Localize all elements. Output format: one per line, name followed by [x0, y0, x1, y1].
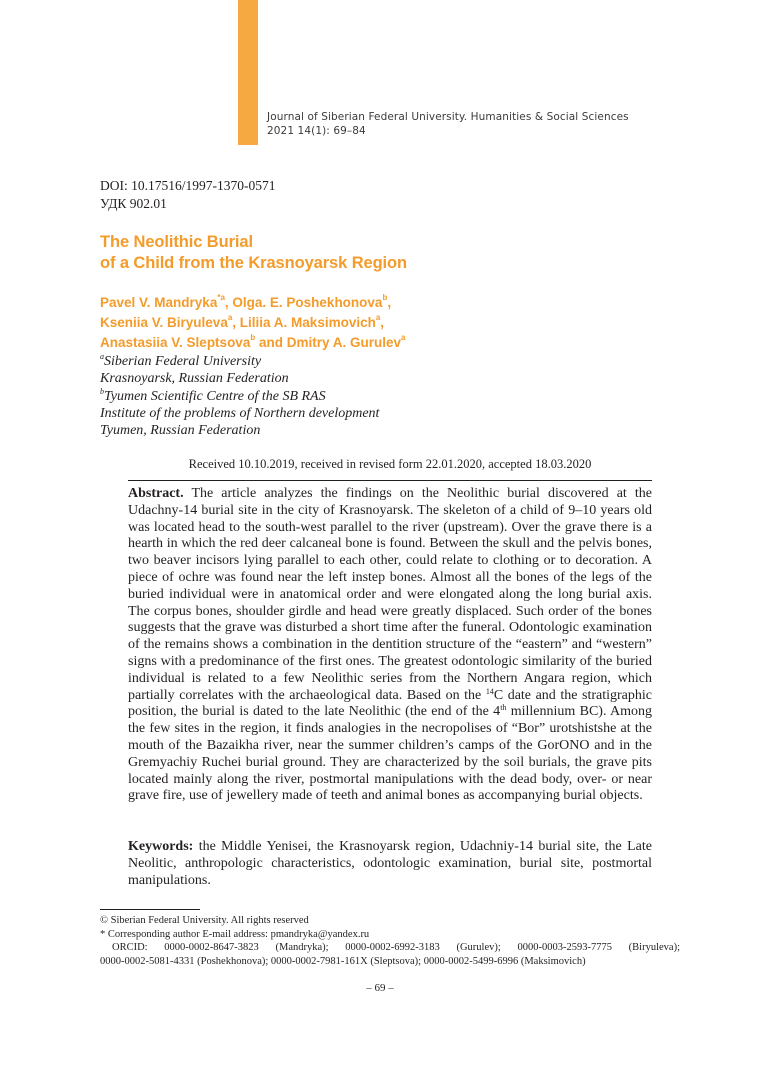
affiliation-b	[100, 388, 379, 405]
author-list	[100, 293, 406, 353]
author-affiliation-mark: a	[401, 333, 406, 342]
abstract-text: C date and the stratigraphic position, the burial is dated to the late Neolithic (the end of the 4	[128, 687, 652, 720]
footnotes	[100, 914, 680, 968]
affiliation-b-institute: Institute of the problems of Northern development	[100, 405, 380, 421]
author-affiliation-mark: b	[382, 293, 388, 302]
author-affiliation-mark: a	[375, 313, 381, 322]
doi: DOI: 10.17516/1997-1370-0571	[100, 178, 276, 193]
abstract-label: Abstract.	[128, 486, 184, 501]
keywords-text: the Middle Yenisei, the Krasnoyarsk region, Udachniy-14 burial site, the Late Neolitic, anthropologic characteristics, odontologic examination, burial site, postmortal manipulations.	[128, 839, 652, 888]
journal-issue: 2021 14(1): 69–84	[267, 125, 366, 137]
isotope-superscript: 14	[485, 686, 494, 696]
article-title	[100, 232, 407, 274]
title-line-1: The Neolithic Burial	[100, 233, 253, 251]
abstract-text: The article analyzes the findings on the Neolithic burial discovered at the Udachny-14 burial site in the city of Krasnoyarsk. The skeleton of a child of 9–10 years old was located head to the south-west parallel to the river (upstream). Over the grave there is a hearth in which the red deer calcaneal bone is found. Between the skull and the pelvis bones, two beaver incisors lying parallel to each other, could relate to clothing or to decoration. A piece of ochre was found near the left instep bones. Almost all the bones of the legs of the buried individual were in anatomical order and were elongated along the long burial axis. The corpus bones, shoulder girdle and head were greatly displaced. Such order of the bones suggests that the grave was disturbed a short time after the funeral. Odontologic examination of the remains shows a combination in the dentition structure of the “eastern” and “western” signs with a predominance of the first ones. The greatest odontologic similarity of the buried individual is related to a few Neolithic series from the Northern Angara region, which partially correlates with the archaeological data. Based on the	[128, 486, 652, 703]
affiliation-name: Tyumen Scientific Centre of the SB RAS	[104, 388, 326, 404]
orcid-line: 0000-0002-5081-4331 (Poshekhonova); 0000-0002-7981-161X (Sleptsova); 0000-0002-5499-6996 (Maksimovich)	[100, 955, 586, 967]
keywords-label: Keywords:	[128, 839, 194, 854]
journal-accent-bar	[238, 0, 258, 145]
author-name: Kseniia V. Biryuleva	[100, 315, 228, 330]
author-line-3	[100, 333, 406, 353]
author-name: Liliia A. Maksimovich	[239, 315, 376, 330]
affiliation-mark: a	[100, 352, 104, 361]
affiliations	[100, 353, 379, 439]
author-name: Dmitry A. Gurulev	[286, 335, 402, 350]
received-dates: Received 10.10.2019, received in revised form 22.01.2020, accepted 18.03.2020	[188, 457, 592, 471]
abstract-text: millennium BC). Among the few sites in the region, it finds analogies in the necropolises of “Bor” urotshistshe at the mouth of the Bazaikha river, near the summer children’s camps of the GorONO and in the Gremyachiy Ruchei burial ground. They are characterized by the soil burials, the grave pits located mainly along the river, postmortal manipulations with the dead body, over- or near grave fire, use of jewellery made of teeth and animal bones as accompanying burial objects.	[128, 704, 652, 804]
footnote-divider	[100, 909, 200, 910]
copyright-note: © Siberian Federal University. All rights reserved	[100, 915, 309, 926]
author-line-2: Kseniia V. Biryuleva$^a$, Liliia A. Maksimovich$^a$,	[100, 313, 385, 330]
author-name: Pavel V. Mandryka	[100, 295, 218, 310]
author-affiliation-mark: b	[250, 333, 256, 342]
ordinal-superscript: th	[500, 703, 507, 713]
journal-header	[267, 110, 629, 138]
article-identifiers	[100, 177, 276, 213]
affiliation-a	[100, 353, 379, 370]
journal-name: Journal of Siberian Federal University. Humanities & Social Sciences	[267, 111, 629, 123]
abstract	[128, 486, 652, 805]
author-affiliation-mark: a	[227, 313, 233, 322]
author-name: Anastasiia V. Sleptsova	[100, 335, 251, 350]
affiliation-name: Siberian Federal University	[104, 354, 262, 369]
udk: УДК 902.01	[100, 196, 167, 211]
author-name: Olga. E. Poshekhonova	[232, 295, 383, 310]
corresponding-author-note: * Corresponding author E-mail address: pmandryka@yandex.ru	[100, 928, 370, 940]
affiliation-a-city: Krasnoyarsk, Russian Federation	[100, 371, 289, 387]
author-affiliation-mark: *a	[217, 293, 225, 302]
orcid-line: ORCID: 0000-0002-8647-3823 (Mandryka); 0000-0002-6992-3183 (Gurulev); 0000-0003-2593-7775 (Biryuleva);	[112, 942, 680, 953]
author-line-1: Pavel V. Mandryka$^{*a}$, Olga. E. Poshekhonova$^b$,	[100, 293, 392, 310]
affiliation-b-city: Tyumen, Russian Federation	[100, 423, 261, 439]
title-line-2: of a Child from the Krasnoyarsk Region	[100, 254, 408, 272]
affiliation-mark: b	[100, 386, 104, 396]
page-number: – 69 –	[366, 982, 394, 994]
keywords	[128, 839, 652, 889]
author-conjunction: and	[258, 335, 283, 350]
divider	[128, 480, 652, 481]
